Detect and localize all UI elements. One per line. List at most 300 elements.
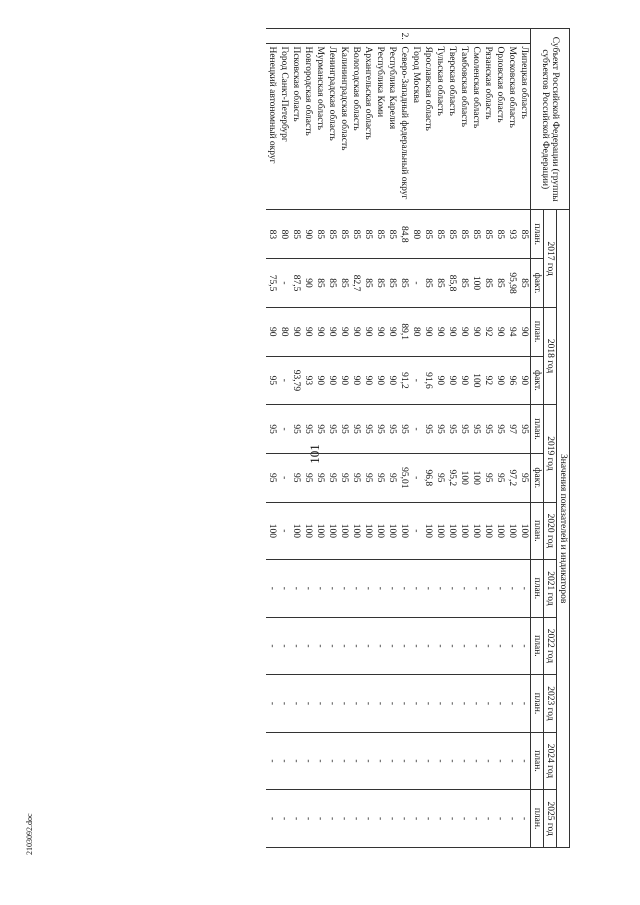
value-cell: 95 — [494, 453, 506, 502]
value-cell: - — [410, 732, 422, 790]
value-cell: 85 — [374, 210, 386, 259]
value-cell: - — [362, 617, 374, 675]
value-cell: 85 — [434, 259, 446, 308]
value-cell: - — [278, 560, 290, 618]
value-cell: - — [374, 675, 386, 733]
row-index — [386, 29, 398, 44]
value-cell: 80 — [410, 307, 422, 356]
value-cell: - — [494, 675, 506, 733]
value-cell: 100 — [266, 502, 278, 560]
value-cell: 95 — [458, 405, 470, 454]
value-cell: - — [422, 732, 434, 790]
value-cell: - — [302, 732, 314, 790]
value-cell: - — [470, 617, 482, 675]
subject-name: Московская область — [506, 44, 518, 210]
value-cell: 95 — [494, 405, 506, 454]
value-cell: 100 — [314, 502, 326, 560]
value-cell: - — [362, 560, 374, 618]
value-cell: - — [266, 560, 278, 618]
value-cell: 90 — [314, 307, 326, 356]
row-index — [266, 29, 278, 44]
page-number: 101 — [306, 444, 322, 464]
value-cell: 92 — [482, 356, 494, 405]
value-cell: 87,5 — [290, 259, 302, 308]
plan-header: план. — [531, 675, 544, 733]
value-cell: - — [446, 675, 458, 733]
value-cell: 85 — [458, 259, 470, 308]
plan-header: план. — [531, 405, 544, 454]
value-cell: - — [458, 617, 470, 675]
plan-header: план. — [531, 732, 544, 790]
subject-name: Рязанская область — [482, 44, 494, 210]
value-cell: 93 — [506, 210, 518, 259]
row-index — [506, 29, 518, 44]
value-cell: - — [410, 356, 422, 405]
value-cell: 100 — [302, 502, 314, 560]
value-cell: 100 — [482, 502, 494, 560]
year-header: 2020 год — [544, 502, 557, 560]
table-row — [506, 29, 518, 848]
value-cell: - — [506, 675, 518, 733]
value-cell: - — [410, 405, 422, 454]
value-cell: - — [278, 356, 290, 405]
value-cell: 85 — [362, 210, 374, 259]
fact-header: факт. — [531, 453, 544, 502]
table-row — [446, 29, 458, 848]
value-cell: 90 — [458, 307, 470, 356]
value-cell: 85 — [374, 259, 386, 308]
value-cell: 91,6 — [422, 356, 434, 405]
value-cell: 95 — [482, 405, 494, 454]
table-row — [338, 29, 350, 848]
value-cell: 100 — [386, 502, 398, 560]
value-cell: 85 — [422, 210, 434, 259]
table-row — [518, 29, 531, 848]
value-cell: - — [266, 790, 278, 848]
value-cell: - — [422, 617, 434, 675]
value-cell: - — [326, 675, 338, 733]
value-cell: - — [410, 790, 422, 848]
value-cell: - — [434, 560, 446, 618]
year-header: 2018 год — [544, 307, 557, 404]
value-cell: - — [410, 259, 422, 308]
value-cell: 95 — [398, 405, 410, 454]
value-cell: - — [278, 259, 290, 308]
table-row — [386, 29, 398, 848]
value-cell: - — [302, 790, 314, 848]
value-cell: 90 — [350, 307, 362, 356]
value-cell: - — [374, 790, 386, 848]
value-cell: - — [434, 617, 446, 675]
value-cell: - — [266, 732, 278, 790]
value-cell: - — [302, 560, 314, 618]
value-cell: - — [362, 675, 374, 733]
value-cell: - — [278, 790, 290, 848]
row-index — [422, 29, 434, 44]
value-cell: - — [386, 560, 398, 618]
value-cell: 90 — [374, 356, 386, 405]
value-cell: - — [374, 617, 386, 675]
row-index — [458, 29, 470, 44]
value-cell: - — [374, 560, 386, 618]
value-cell: 100 — [470, 259, 482, 308]
row-index — [350, 29, 362, 44]
subject-name: Липецкая область — [518, 44, 531, 210]
row-index — [482, 29, 494, 44]
value-cell: 95 — [266, 405, 278, 454]
value-cell: - — [506, 732, 518, 790]
value-cell: - — [290, 560, 302, 618]
subject-name: Город Москва — [410, 44, 422, 210]
year-header: 2024 год — [544, 732, 557, 790]
value-cell: - — [278, 732, 290, 790]
row-index — [278, 29, 290, 44]
value-cell: - — [398, 790, 410, 848]
subject-name: Смоленская область — [470, 44, 482, 210]
value-cell: - — [494, 732, 506, 790]
value-cell: 96 — [506, 356, 518, 405]
table-row — [266, 29, 278, 848]
year-header: 2025 год — [544, 790, 557, 848]
value-cell: 95 — [266, 453, 278, 502]
value-cell: 85 — [350, 210, 362, 259]
value-cell: - — [350, 560, 362, 618]
subject-name: Вологодская область — [350, 44, 362, 210]
value-cell: - — [362, 732, 374, 790]
value-cell: - — [434, 732, 446, 790]
value-cell: 80 — [278, 210, 290, 259]
value-cell: 95 — [374, 453, 386, 502]
subject-name: Тульская область — [434, 44, 446, 210]
value-cell: - — [482, 675, 494, 733]
value-cell: 100 — [458, 453, 470, 502]
value-cell: - — [482, 617, 494, 675]
value-cell: 85 — [494, 259, 506, 308]
fact-header: факт. — [531, 259, 544, 308]
row-index — [518, 29, 531, 44]
value-cell: 85 — [386, 210, 398, 259]
fact-header: факт. — [531, 356, 544, 405]
plan-header: план. — [531, 790, 544, 848]
subject-name: Ярославская область — [422, 44, 434, 210]
value-cell: - — [314, 790, 326, 848]
footer-filename: 2103092.doc — [25, 813, 34, 855]
value-cell: 95 — [326, 453, 338, 502]
value-cell: - — [338, 560, 350, 618]
value-cell: - — [338, 790, 350, 848]
value-cell: 95 — [434, 453, 446, 502]
table-row — [470, 29, 482, 848]
value-cell: - — [494, 617, 506, 675]
rotated-table-wrapper — [10, 28, 570, 848]
value-cell: 95 — [290, 405, 302, 454]
value-cell: - — [398, 732, 410, 790]
value-cell: - — [314, 560, 326, 618]
value-cell: - — [458, 560, 470, 618]
value-cell: 90 — [470, 307, 482, 356]
value-cell: 90 — [422, 307, 434, 356]
value-cell: - — [290, 617, 302, 675]
value-cell: 85 — [422, 259, 434, 308]
value-cell: 95 — [482, 453, 494, 502]
row-index — [314, 29, 326, 44]
value-cell: 100 — [398, 502, 410, 560]
values-group-header: Значения показателей и индикаторов — [557, 210, 570, 848]
plan-header: план. — [531, 307, 544, 356]
value-cell: - — [326, 732, 338, 790]
value-cell: 95 — [290, 453, 302, 502]
subject-name: Республика Коми — [374, 44, 386, 210]
value-cell: 95 — [362, 453, 374, 502]
value-cell: 95 — [350, 405, 362, 454]
subject-name: Город Санкт-Петербург — [278, 44, 290, 210]
value-cell: 100 — [458, 502, 470, 560]
value-cell: 90 — [434, 356, 446, 405]
value-cell: 100 — [338, 502, 350, 560]
value-cell: 100 — [374, 502, 386, 560]
year-header: 2021 год — [544, 560, 557, 618]
value-cell: 100 — [494, 502, 506, 560]
table-body — [266, 29, 531, 848]
value-cell: - — [434, 790, 446, 848]
value-cell: 91,2 — [398, 356, 410, 405]
value-cell: - — [374, 732, 386, 790]
value-cell: - — [350, 675, 362, 733]
value-cell: 95 — [350, 453, 362, 502]
value-cell: 80 — [410, 210, 422, 259]
value-cell: - — [266, 675, 278, 733]
value-cell: 85 — [518, 259, 531, 308]
value-cell: 95 — [362, 405, 374, 454]
value-cell: 93,79 — [290, 356, 302, 405]
value-cell: - — [446, 560, 458, 618]
value-cell: 90 — [338, 307, 350, 356]
value-cell: 90 — [362, 307, 374, 356]
value-cell: - — [410, 617, 422, 675]
value-cell: 93 — [302, 356, 314, 405]
value-cell: - — [470, 560, 482, 618]
row-index — [338, 29, 350, 44]
value-cell: 100 — [506, 502, 518, 560]
value-cell: 92 — [482, 307, 494, 356]
table-row — [314, 29, 326, 848]
value-cell: 80 — [278, 307, 290, 356]
value-cell: 94 — [506, 307, 518, 356]
value-cell: - — [422, 560, 434, 618]
value-cell: 95,98 — [506, 259, 518, 308]
table-row — [326, 29, 338, 848]
value-cell: 90 — [386, 356, 398, 405]
value-cell: 100 — [326, 502, 338, 560]
year-header: 2023 год — [544, 675, 557, 733]
value-cell: 85 — [482, 210, 494, 259]
value-cell: - — [278, 453, 290, 502]
value-cell: - — [290, 732, 302, 790]
value-cell: 85 — [326, 210, 338, 259]
value-cell: - — [482, 790, 494, 848]
value-cell: - — [362, 790, 374, 848]
value-cell: 90 — [302, 210, 314, 259]
value-cell: 95,01 — [398, 453, 410, 502]
value-cell: 85 — [482, 259, 494, 308]
value-cell: 100 — [350, 502, 362, 560]
value-cell: - — [314, 675, 326, 733]
value-cell: 100 — [422, 502, 434, 560]
value-cell: 85 — [338, 259, 350, 308]
value-cell: 89,1 — [398, 307, 410, 356]
value-cell: 90 — [386, 307, 398, 356]
value-cell: 95 — [374, 405, 386, 454]
value-cell: 95 — [518, 405, 531, 454]
value-cell: - — [410, 560, 422, 618]
value-cell: - — [518, 560, 531, 618]
table-row — [482, 29, 494, 848]
value-cell: 95 — [338, 405, 350, 454]
row-index — [446, 29, 458, 44]
value-cell: 95 — [302, 453, 314, 502]
value-cell: 90 — [518, 356, 531, 405]
value-cell: - — [302, 675, 314, 733]
value-cell: - — [458, 732, 470, 790]
value-cell: - — [338, 675, 350, 733]
value-cell: - — [386, 617, 398, 675]
row-index — [470, 29, 482, 44]
value-cell: 90 — [338, 356, 350, 405]
value-cell: - — [506, 617, 518, 675]
year-header: 2019 год — [544, 405, 557, 502]
plan-header: план. — [531, 617, 544, 675]
value-cell: 95 — [266, 356, 278, 405]
value-cell: - — [518, 790, 531, 848]
row-index — [290, 29, 302, 44]
table-row — [494, 29, 506, 848]
value-cell: 84,8 — [398, 210, 410, 259]
value-cell: - — [494, 790, 506, 848]
value-cell: 90 — [446, 356, 458, 405]
row-index — [494, 29, 506, 44]
value-cell: - — [422, 790, 434, 848]
value-cell: 90 — [326, 307, 338, 356]
value-cell: 100 — [290, 502, 302, 560]
value-cell: 95 — [518, 453, 531, 502]
value-cell: 85 — [338, 210, 350, 259]
value-cell: - — [422, 675, 434, 733]
value-cell: - — [386, 790, 398, 848]
value-cell: 83 — [266, 210, 278, 259]
value-cell: 100 — [518, 502, 531, 560]
value-cell: 95 — [314, 453, 326, 502]
value-cell: - — [398, 560, 410, 618]
table-row — [398, 29, 410, 848]
plan-header: план. — [531, 560, 544, 618]
value-cell: - — [350, 732, 362, 790]
value-cell: 95 — [302, 405, 314, 454]
subject-name: Ленинградская область — [326, 44, 338, 210]
value-cell: - — [314, 617, 326, 675]
value-cell: 96,8 — [422, 453, 434, 502]
value-cell: - — [326, 790, 338, 848]
value-cell: 95 — [386, 405, 398, 454]
table-row — [410, 29, 422, 848]
value-cell: - — [458, 675, 470, 733]
table-row — [374, 29, 386, 848]
subject-name: Республика Карелия — [386, 44, 398, 210]
row-index — [374, 29, 386, 44]
value-cell: - — [314, 732, 326, 790]
value-cell: - — [446, 617, 458, 675]
value-cell: 95 — [326, 405, 338, 454]
subject-name: Ненецкий автономный округ — [266, 44, 278, 210]
value-cell: 90 — [374, 307, 386, 356]
value-cell: 90 — [302, 259, 314, 308]
plan-header: план. — [531, 502, 544, 560]
value-cell: - — [434, 675, 446, 733]
row-index — [326, 29, 338, 44]
table-row — [362, 29, 374, 848]
subject-name: Орловская область — [494, 44, 506, 210]
value-cell: 95 — [422, 405, 434, 454]
table-row — [422, 29, 434, 848]
table-row — [290, 29, 302, 848]
value-cell: - — [278, 405, 290, 454]
value-cell: 90 — [458, 356, 470, 405]
value-cell: 97 — [506, 405, 518, 454]
table-row — [350, 29, 362, 848]
value-cell: - — [326, 617, 338, 675]
year-header: 2017 год — [544, 210, 557, 307]
value-cell: 90 — [518, 307, 531, 356]
value-cell: 85 — [290, 210, 302, 259]
value-cell: - — [386, 732, 398, 790]
value-cell: - — [350, 617, 362, 675]
value-cell: 90 — [350, 356, 362, 405]
value-cell: - — [458, 790, 470, 848]
value-cell: - — [446, 732, 458, 790]
subject-name: Тамбовская область — [458, 44, 470, 210]
value-cell: 90 — [494, 356, 506, 405]
value-cell: 90 — [494, 307, 506, 356]
value-cell: - — [470, 790, 482, 848]
value-cell: 95 — [386, 453, 398, 502]
value-cell: - — [338, 732, 350, 790]
year-header: 2022 год — [544, 617, 557, 675]
table-row — [302, 29, 314, 848]
value-cell: - — [482, 732, 494, 790]
value-cell: 100 — [446, 502, 458, 560]
value-cell: - — [338, 617, 350, 675]
value-cell: 95 — [314, 405, 326, 454]
value-cell: 85 — [386, 259, 398, 308]
value-cell: 85 — [314, 210, 326, 259]
value-cell: - — [350, 790, 362, 848]
value-cell: - — [266, 617, 278, 675]
value-cell: 95 — [470, 405, 482, 454]
value-cell: - — [506, 790, 518, 848]
subject-name: Северо-Западный федеральный округ — [398, 44, 410, 210]
value-cell: 100 — [434, 502, 446, 560]
table-row — [434, 29, 446, 848]
value-cell: 95,2 — [446, 453, 458, 502]
value-cell: 90 — [314, 356, 326, 405]
value-cell: 100 — [470, 356, 482, 405]
value-cell: - — [398, 675, 410, 733]
subject-name: Мурманская область — [314, 44, 326, 210]
row-index — [302, 29, 314, 44]
value-cell: - — [470, 675, 482, 733]
value-cell: - — [386, 675, 398, 733]
value-cell: - — [494, 560, 506, 618]
value-cell: - — [398, 617, 410, 675]
